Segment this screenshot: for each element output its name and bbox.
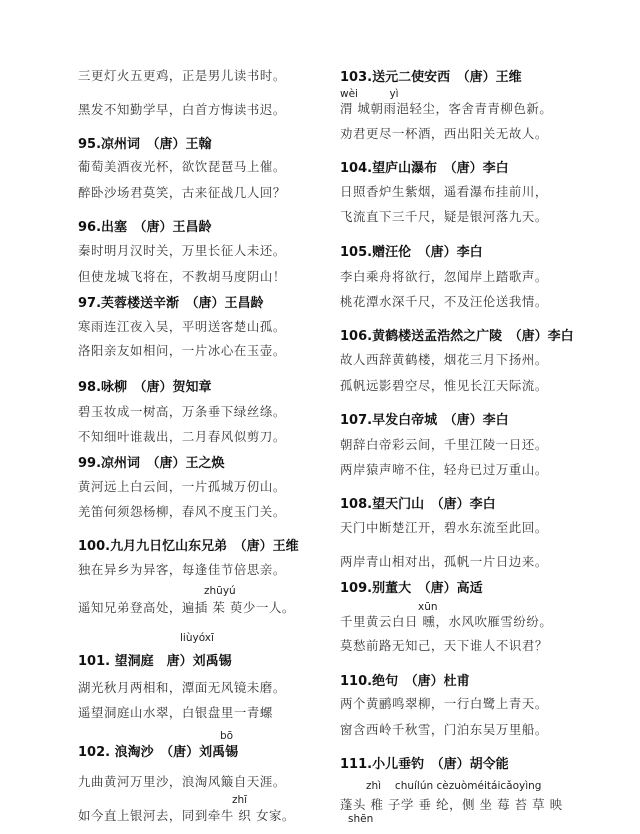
poem-title: 110.绝句 （唐）杜甫 — [340, 674, 470, 689]
poem-line: 醉卧沙场君莫笑，古来征战几人回？ — [78, 185, 286, 200]
poem-line: 遥知兄弟登高处，遍插 茱 萸少一人。 — [78, 600, 295, 615]
poem-line: 但使龙城飞将在，不教胡马度阴山！ — [78, 269, 286, 284]
pinyin-annotation: wèi yì — [340, 88, 399, 100]
poem-title: 108.望天门山 （唐）李白 — [340, 497, 496, 512]
poem-line: 飞流直下三千尺，疑是银河落九天。 — [340, 209, 548, 224]
poem-line: 秦时明月汉时关，万里长征人未还。 — [78, 243, 286, 258]
poem-title: 103.送元二使安西 （唐）王维 — [340, 70, 522, 85]
poem-line: 窗含西岭千秋雪，门泊东吴万里船。 — [340, 722, 548, 737]
poem-line: 孤帆远影碧空尽，惟见长江天际流。 — [340, 378, 548, 393]
poem-line: 劝君更尽一杯酒，西出阳关无故人。 — [340, 126, 548, 141]
poem-line: 羌笛何须怨杨柳，春风不度玉门关。 — [78, 504, 286, 519]
pinyin-annotation: xūn — [418, 601, 438, 613]
pinyin-annotation: zhūyú — [204, 585, 236, 597]
poem-title: 101. 望洞庭 唐）刘禹锡 — [78, 654, 232, 669]
pinyin-annotation: shēn — [348, 813, 374, 825]
poem-line: 葡萄美酒夜光杯，欲饮琵琶马上催。 — [78, 159, 286, 174]
poem-line: 故人西辞黄鹤楼，烟花三月下扬州。 — [340, 352, 548, 367]
poem-line: 寒雨连江夜入吴，平明送客楚山孤。 — [78, 319, 286, 334]
poem-line: 九曲黄河万里沙，浪淘风簸自天涯。 — [78, 774, 286, 789]
poem-line: 朝辞白帝彩云间，千里江陵一日还。 — [340, 437, 548, 452]
poem-line: 渭 城朝雨浥轻尘，客舍青青柳色新。 — [340, 101, 553, 116]
poem-line: 洛阳亲友如相问，一片冰心在玉壶。 — [78, 343, 286, 358]
poem-title: 95.凉州词 （唐）王翰 — [78, 137, 212, 152]
poem-line: 不知细叶谁裁出，二月春风似剪刀。 — [78, 429, 286, 444]
pinyin-annotation: zhì chuílún cèzuòméitáicǎoyìng — [366, 780, 542, 792]
poem-title: 105.赠汪伦 （唐）李白 — [340, 245, 483, 260]
poem-title: 97.芙蓉楼送辛渐 （唐）王昌龄 — [78, 296, 264, 311]
poem-line: 千里黄云白日 曛，水风吹雁雪纷纷。 — [340, 614, 553, 629]
poem-title: 99.凉州词 （唐）王之焕 — [78, 456, 225, 471]
left-column — [78, 0, 338, 834]
poem-line: 两个黄鹂鸣翠柳，一行白鹭上青天。 — [340, 696, 548, 711]
poem-line: 三更灯火五更鸡，正是男儿读书时。 — [78, 68, 286, 83]
poem-line: 桃花潭水深千尺，不及汪伦送我情。 — [340, 294, 548, 309]
poem-title: 98.咏柳 （唐）贺知章 — [78, 380, 212, 395]
poem-title: 96.出塞 （唐）王昌龄 — [78, 220, 212, 235]
poem-line: 李白乘舟将欲行，忽闻岸上踏歌声。 — [340, 269, 548, 284]
poem-line: 两岸青山相对出，孤帆一片日边来。 — [340, 554, 548, 569]
poem-title: 109.别董大 （唐）高适 — [340, 581, 483, 596]
poem-line: 黄河远上白云间，一片孤城万仞山。 — [78, 479, 286, 494]
poem-line: 碧玉妆成一树高，万条垂下绿丝绦。 — [78, 404, 286, 419]
poem-line: 莫愁前路无知己，天下谁人不识君？ — [340, 638, 548, 653]
poem-line: 独在异乡为异客，每逢佳节倍思亲。 — [78, 562, 286, 577]
poem-line: 两岸猿声啼不住，轻舟已过万重山。 — [340, 462, 548, 477]
poem-line: 蓬头 稚 子学 垂 纶，侧 坐 莓 苔 草 映 — [340, 797, 563, 812]
pinyin-annotation: liùyóxī — [180, 632, 214, 644]
poem-title: 111.小儿垂钓 （唐）胡令能 — [340, 757, 509, 772]
poem-line: 如今直上银河去，同到牵牛 织 女家。 — [78, 808, 295, 823]
right-column — [340, 0, 630, 834]
poem-line: 天门中断楚江开，碧水东流至此回。 — [340, 520, 548, 535]
poem-line: 日照香炉生紫烟，遥看瀑布挂前川， — [340, 184, 548, 199]
poem-title: 104.望庐山瀑布 （唐）李白 — [340, 161, 509, 176]
poem-title: 100.九月九日忆山东兄弟 （唐）王维 — [78, 539, 299, 554]
poem-line: 遥望洞庭山水翠，白银盘里一青螺 — [78, 705, 273, 720]
pinyin-annotation: zhī — [232, 794, 248, 806]
poem-title: 106.黄鹤楼送孟浩然之广陵 （唐）李白 — [340, 329, 574, 344]
poem-title: 102. 浪淘沙 （唐）刘禹锡 — [78, 745, 239, 760]
poem-line: 湖光秋月两相和，潭面无风镜未磨。 — [78, 680, 286, 695]
poem-line: 黑发不知勤学早，白首方悔读书迟。 — [78, 102, 286, 117]
pinyin-annotation: bō — [220, 730, 234, 742]
poem-title: 107.早发白帝城 （唐）李白 — [340, 413, 509, 428]
